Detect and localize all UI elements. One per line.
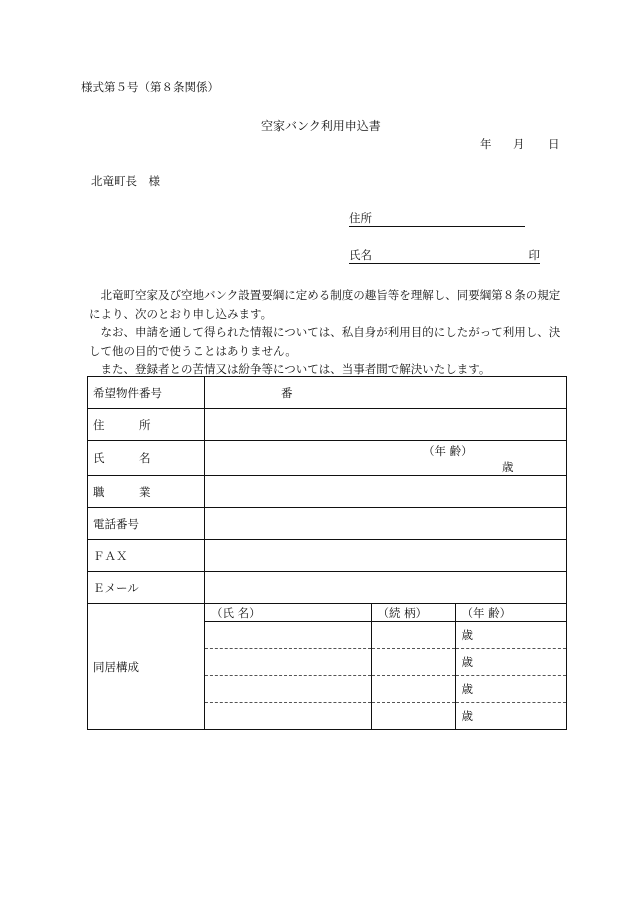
household-cell bbox=[205, 604, 567, 730]
household-age-input[interactable] bbox=[455, 676, 566, 703]
label-email: Ｅメール bbox=[88, 572, 205, 604]
household-relation-input[interactable] bbox=[371, 703, 455, 730]
applicant-address-line[interactable] bbox=[349, 213, 525, 227]
household-age-unit: 歳 bbox=[461, 655, 473, 669]
property-number-field[interactable] bbox=[205, 377, 567, 409]
household-age-unit: 歳 bbox=[461, 709, 473, 723]
row-occupation bbox=[88, 476, 567, 508]
household-relation-input[interactable] bbox=[371, 622, 455, 649]
label-address: 住 所 bbox=[88, 409, 205, 441]
label-occupation: 職 業 bbox=[88, 476, 205, 508]
row-address bbox=[88, 409, 567, 441]
row-fax bbox=[88, 540, 567, 572]
household-row-4 bbox=[205, 703, 566, 730]
age-unit: 歳 bbox=[502, 460, 514, 474]
household-age-input[interactable] bbox=[455, 703, 566, 730]
household-header-relation: （続 柄） bbox=[371, 604, 455, 622]
applicant-name-line[interactable] bbox=[349, 250, 540, 264]
household-name-input[interactable] bbox=[205, 676, 371, 703]
occupation-field[interactable] bbox=[205, 476, 567, 508]
label-phone: 電話番号 bbox=[88, 508, 205, 540]
phone-field[interactable] bbox=[205, 508, 567, 540]
household-row-2 bbox=[205, 649, 566, 676]
addressee: 北竜町長 様 bbox=[91, 174, 160, 188]
seal-mark: 印 bbox=[528, 248, 540, 262]
date-month: 月 bbox=[513, 137, 525, 151]
body-paragraph-3: また、登録者との苦情又は紛争等については、当事者間で解決いたします。 bbox=[100, 362, 491, 376]
body-text bbox=[89, 286, 569, 379]
household-age-input[interactable] bbox=[455, 649, 566, 676]
date-day: 日 bbox=[548, 137, 560, 151]
label-fax: ＦＡＸ bbox=[88, 540, 205, 572]
name-field[interactable] bbox=[205, 441, 567, 476]
household-relation-input[interactable] bbox=[371, 649, 455, 676]
row-name bbox=[88, 441, 567, 476]
applicant-name-label: 氏名 bbox=[349, 248, 372, 262]
label-household: 同居構成 bbox=[88, 604, 205, 730]
fax-field[interactable] bbox=[205, 540, 567, 572]
household-row-1 bbox=[205, 622, 566, 649]
household-name-input[interactable] bbox=[205, 649, 371, 676]
label-property-number: 希望物件番号 bbox=[88, 377, 205, 409]
household-table bbox=[205, 604, 566, 729]
row-property-number bbox=[88, 377, 567, 409]
household-age-input[interactable] bbox=[455, 622, 566, 649]
household-age-unit: 歳 bbox=[461, 628, 473, 642]
household-name-input[interactable] bbox=[205, 703, 371, 730]
form-number: 様式第５号（第８条関係） bbox=[81, 80, 219, 94]
document-title: 空家バンク利用申込書 bbox=[261, 119, 381, 133]
date-year: 年 bbox=[480, 137, 492, 151]
household-header-row bbox=[205, 604, 566, 622]
application-table bbox=[87, 376, 567, 730]
email-field[interactable] bbox=[205, 572, 567, 604]
property-number-unit: 番 bbox=[281, 385, 293, 400]
body-paragraph-2: なお、申請を通して得られた情報については、私自身が利用目的にしたがって利用し、決して他の目的で使うことはありません。 bbox=[89, 325, 561, 358]
household-relation-input[interactable] bbox=[371, 676, 455, 703]
household-age-unit: 歳 bbox=[461, 682, 473, 696]
body-paragraph-1: 北竜町空家及び空地バンク設置要綱に定める制度の趣旨等を理解し、同要綱第８条の規定により、次のとおり申し込みます。 bbox=[89, 288, 561, 321]
household-header-name: （氏 名） bbox=[205, 604, 371, 622]
household-header-age: （年 齢） bbox=[455, 604, 566, 622]
row-household bbox=[88, 604, 567, 730]
applicant-address-label: 住所 bbox=[349, 211, 372, 225]
row-phone bbox=[88, 508, 567, 540]
age-label: （年 齢） bbox=[423, 444, 473, 458]
address-field[interactable] bbox=[205, 409, 567, 441]
label-name: 氏 名 bbox=[88, 441, 205, 476]
row-email bbox=[88, 572, 567, 604]
household-name-input[interactable] bbox=[205, 622, 371, 649]
household-row-3 bbox=[205, 676, 566, 703]
